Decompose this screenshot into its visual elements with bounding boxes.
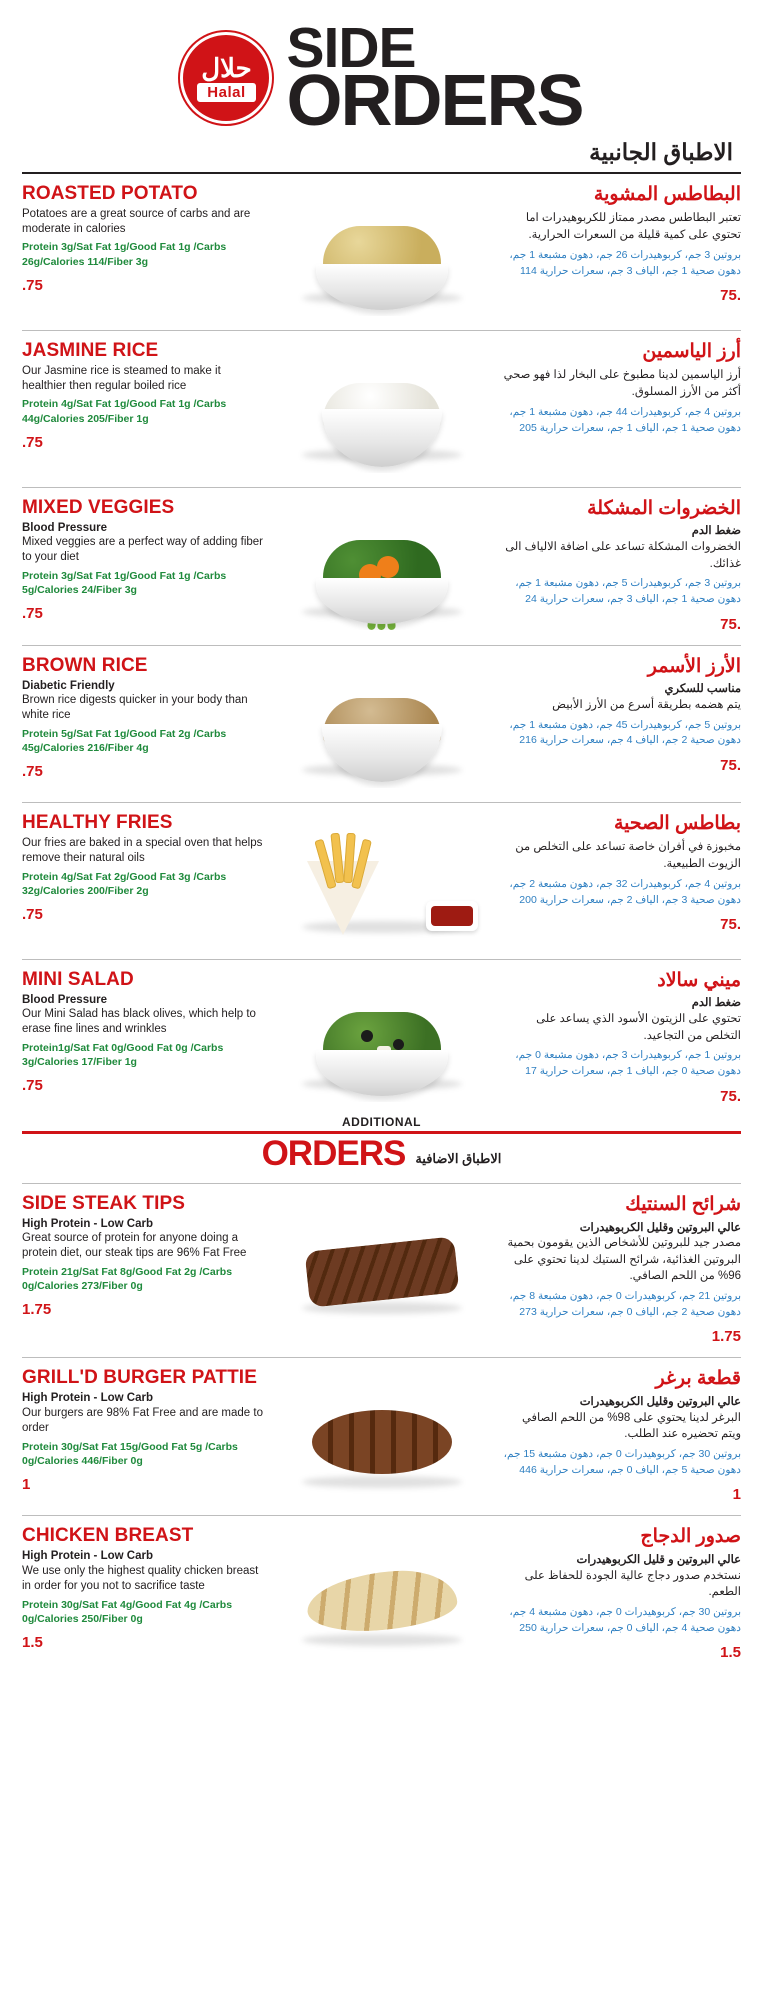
item-tagline-ar: مناسب للسكري bbox=[664, 683, 741, 696]
item-tagline-ar: ضغط الدم bbox=[691, 997, 741, 1010]
item-nutrition-ar: بروتين 4 جم، كربوهيدرات 32 جم، دهون مشبعة 2 جم، دهون صحية 3 جم، الياف 2 جم، سعرات حرارية 200 bbox=[509, 877, 741, 906]
menu-item-healthy-fries bbox=[0, 803, 763, 953]
item-nutrition-ar: بروتين 30 جم، كربوهيدرات 0 جم، دهون مشبعة 4 جم، دهون صحية 4 جم، الياف 0 جم، سعرات حرارية 250 bbox=[509, 1605, 741, 1634]
item-price-en: .75 bbox=[22, 763, 43, 781]
item-nutrition-ar: بروتين 5 جم، كربوهيدرات 45 جم، دهون مشبعة 1 جم، دهون صحية 2 جم، الياف 4 جم، سعرات حرارية 216 bbox=[509, 718, 741, 747]
menu-item-chicken-breast bbox=[0, 1516, 763, 1667]
item-nutrition-ar: بروتين 1 جم، كربوهيدرات 3 جم، دهون مشبعة 0 جم، دهون صحية 0 جم، الياف 1 جم، سعرات حرارية 17 bbox=[515, 1049, 741, 1077]
item-english-column bbox=[22, 970, 269, 1095]
item-tagline-en: Diabetic Friendly bbox=[22, 679, 115, 692]
title-line-2: ORDERS bbox=[286, 61, 583, 142]
item-arabic-column bbox=[494, 1526, 741, 1661]
item-arabic-column bbox=[494, 184, 741, 305]
menu-item-jasmine-rice bbox=[0, 331, 763, 481]
item-arabic-column bbox=[494, 498, 741, 633]
halal-badge-english: Halal bbox=[197, 83, 255, 102]
item-photo-steak-tips bbox=[269, 1194, 494, 1326]
item-nutrition-ar: بروتين 3 جم، كربوهيدرات 26 جم، دهون مشبعة 1 جم، دهون صحية 1 جم، الياف 3 جم، سعرات حرارية 114 bbox=[509, 248, 741, 277]
item-description-en: Mixed veggies are a perfect way of adding fiber to your diet bbox=[22, 535, 263, 563]
black-olive bbox=[361, 1030, 373, 1042]
page-header bbox=[0, 0, 763, 141]
item-name-en: MIXED VEGGIES bbox=[22, 496, 175, 518]
item-nutrition-ar: بروتين 21 جم، كربوهيدرات 0 جم، دهون مشبعة 8 جم، دهون صحية 2 جم، الياف 0 جم، سعرات حرارية 273 bbox=[509, 1289, 741, 1318]
item-description-en: We use only the highest quality chicken breast in order for you not to sacrifice taste bbox=[22, 1564, 259, 1592]
item-price-ar: .75 bbox=[720, 615, 741, 633]
item-nutrition-en: Protein 4g/Sat Fat 2g/Good Fat 3g /Carbs 32g/Calories 200/Fiber 2g bbox=[22, 870, 227, 897]
item-price-en: 1.75 bbox=[22, 1301, 52, 1319]
halal-badge bbox=[180, 32, 272, 124]
item-photo-roasted-potato bbox=[269, 184, 494, 316]
item-name-ar: ميني سالاد bbox=[657, 969, 741, 991]
item-price-ar: 1.75 bbox=[711, 1328, 741, 1346]
item-tagline-en: High Protein - Low Carb bbox=[22, 1217, 153, 1230]
item-nutrition-en: Protein1g/Sat Fat 0g/Good Fat 0g /Carbs 3g/Calories 17/Fiber 1g bbox=[22, 1041, 224, 1069]
bowl bbox=[316, 1050, 448, 1096]
menu-item-roasted-potato bbox=[0, 174, 763, 324]
item-tagline-ar: عالي البروتين وقليل الكربوهيدرات bbox=[579, 1221, 741, 1234]
additional-orders-title: ORDERS bbox=[261, 1133, 406, 1173]
item-description-en: Potatoes are a great source of carbs and are moderate in calories bbox=[22, 207, 251, 235]
item-description-ar: البرغر لدينا يحتوي على 98% من اللحم الصافي ويتم تحضيره عند الطلب. bbox=[521, 1411, 741, 1441]
item-name-ar: بطاطس الصحية bbox=[613, 812, 741, 834]
item-photo-mini-salad bbox=[269, 970, 494, 1102]
item-photo-mixed-veggies bbox=[269, 498, 494, 630]
item-name-en: CHICKEN BREAST bbox=[22, 1525, 194, 1547]
grilled-steak bbox=[304, 1236, 459, 1307]
item-price-ar: .75 bbox=[720, 1087, 741, 1105]
item-description-ar: مصدر جيد للبروتين للأشخاص الذين يقومون بحمية البروتين الغذائية، شرائح الستيك لدينا تحتوي على 96% من اللحم الصافي. bbox=[507, 1236, 741, 1283]
item-description-ar: تحتوي على الزيتون الأسود الذي يساعد على التخلص من التجاعيد. bbox=[536, 1012, 741, 1042]
item-name-en: HEALTHY FRIES bbox=[22, 811, 173, 833]
item-tagline-en: High Protein - Low Carb bbox=[22, 1392, 153, 1405]
item-price-ar: .75 bbox=[720, 287, 741, 305]
halal-badge-arabic: حلال bbox=[201, 52, 252, 83]
additional-label: ADDITIONAL bbox=[342, 1114, 421, 1129]
item-english-column bbox=[22, 184, 269, 294]
menu-item-mixed-veggies bbox=[0, 488, 763, 639]
item-tagline-en: High Protein - Low Carb bbox=[22, 1550, 153, 1563]
item-name-en: ROASTED POTATO bbox=[22, 182, 198, 204]
item-price-en: .75 bbox=[22, 276, 43, 294]
item-photo-jasmine-rice bbox=[269, 341, 494, 473]
item-english-column bbox=[22, 341, 269, 451]
item-price-ar: 1 bbox=[732, 1486, 741, 1504]
additional-title-row bbox=[22, 1134, 741, 1177]
item-english-column bbox=[22, 1526, 269, 1651]
item-description-en: Our burgers are 98% Fat Free and are made to order bbox=[22, 1406, 263, 1434]
title-line-1: SIDE bbox=[286, 16, 416, 80]
item-description-ar: يتم هضمه بطريقة أسرع من الأرز الأبيض bbox=[552, 698, 741, 711]
item-tagline-en: Blood Pressure bbox=[22, 521, 107, 534]
menu-item-grilld-burger-pattie bbox=[0, 1358, 763, 1509]
item-photo-brown-rice bbox=[269, 656, 494, 788]
menu-item-brown-rice bbox=[0, 646, 763, 796]
bowl bbox=[316, 578, 448, 624]
item-english-column bbox=[22, 813, 269, 923]
item-description-en: Brown rice digests quicker in your body than white rice bbox=[22, 694, 248, 721]
item-english-column bbox=[22, 656, 269, 781]
item-name-ar: الأرز الأسمر bbox=[647, 655, 741, 677]
item-english-column bbox=[22, 1368, 269, 1493]
item-nutrition-en: Protein 30g/Sat Fat 4g/Good Fat 4g /Carbs 0g/Calories 250/Fiber 0g bbox=[22, 1598, 233, 1625]
item-nutrition-ar: بروتين 4 جم، كربوهيدرات 44 جم، دهون مشبعة 1 جم، دهون صحية 1 جم، الياف 1 جم، سعرات حرارية 205 bbox=[509, 405, 741, 434]
item-name-en: GRILL'D BURGER PATTIE bbox=[22, 1367, 257, 1389]
item-tagline-ar: ضغط الدم bbox=[691, 525, 741, 538]
item-description-en: Great source of protein for anyone doing a protein diet, our steak tips are 96% Fat Free bbox=[22, 1232, 247, 1259]
item-description-ar: تعتبر البطاطس مصدر ممتاز للكربوهيدرات اما تحتوي على كمية قليلة من السعرات الحرارية. bbox=[525, 212, 741, 242]
item-tagline-en: Blood Pressure bbox=[22, 993, 107, 1006]
item-price-ar: .75 bbox=[720, 916, 741, 934]
item-tagline-ar: عالي البروتين وقليل الكربوهيدرات bbox=[579, 1396, 741, 1409]
item-name-ar: شرائح السنتيك bbox=[625, 1193, 741, 1215]
item-description-ar: أرز الياسمين لدينا مطبوخ على البخار لذا فهو صحي أكثر من الأرز المسلوق. bbox=[503, 369, 741, 399]
item-name-ar: صدور الدجاج bbox=[640, 1526, 741, 1548]
bowl bbox=[316, 264, 448, 310]
item-description-ar: الخضروات المشكلة تساعد على اضافة الالياف الى غذائك. bbox=[505, 540, 741, 570]
photo-shadow bbox=[302, 1476, 462, 1488]
item-nutrition-ar: بروتين 3 جم، كربوهيدرات 5 جم، دهون مشبعة 1 جم، دهون صحية 1 جم، الياف 3 جم، سعرات حرارية 24 bbox=[515, 577, 741, 605]
item-price-en: .75 bbox=[22, 605, 43, 623]
item-nutrition-en: Protein 3g/Sat Fat 1g/Good Fat 1g /Carbs 26g/Calories 114/Fiber 3g bbox=[22, 241, 227, 268]
item-arabic-column bbox=[494, 970, 741, 1105]
item-name-en: SIDE STEAK TIPS bbox=[22, 1192, 186, 1214]
item-nutrition-ar: بروتين 30 جم، كربوهيدرات 0 جم، دهون مشبعة 15 جم، دهون صحية 5 جم، الياف 0 جم، سعرات حرارية 446 bbox=[503, 1447, 741, 1476]
item-price-en: .75 bbox=[22, 905, 43, 923]
black-olive bbox=[393, 1039, 404, 1050]
item-description-en: Our Mini Salad has black olives, which help to erase fine lines and wrinkles bbox=[22, 1008, 256, 1035]
item-arabic-column bbox=[494, 1194, 741, 1346]
photo-shadow bbox=[302, 1634, 462, 1646]
item-price-en: .75 bbox=[22, 1077, 43, 1095]
item-name-ar: أرز الياسمين bbox=[642, 340, 741, 362]
item-description-ar: نستخدم صدور دجاج عالية الجودة للحفاظ على الطعم. bbox=[524, 1569, 741, 1599]
item-name-ar: قطعة برغر bbox=[655, 1368, 741, 1390]
item-description-en: Our Jasmine rice is steamed to make it healthier then regular boiled rice bbox=[22, 364, 221, 392]
item-description-ar: مخبوزة في أفران خاصة تساعد على التخلص من الزيوت الطبيعية. bbox=[515, 841, 741, 871]
item-nutrition-en: Protein 21g/Sat Fat 8g/Good Fat 2g /Carbs 0g/Calories 273/Fiber 0g bbox=[22, 1265, 233, 1293]
item-description-en: Our fries are baked in a special oven that helps remove their natural oils bbox=[22, 836, 263, 864]
item-name-en: BROWN RICE bbox=[22, 654, 148, 676]
item-english-column bbox=[22, 1194, 269, 1319]
item-name-ar: البطاطس المشوية bbox=[593, 183, 741, 205]
grilled-chicken-breast bbox=[305, 1567, 459, 1635]
item-nutrition-en: Protein 30g/Sat Fat 15g/Good Fat 5g /Carbs 0g/Calories 446/Fiber 0g bbox=[22, 1440, 238, 1467]
item-price-en: .75 bbox=[22, 433, 43, 451]
menu-item-side-steak-tips bbox=[0, 1184, 763, 1352]
additional-orders-title-ar: الاطباق الاضافية bbox=[415, 1150, 502, 1166]
item-price-ar: 1.5 bbox=[720, 1644, 741, 1662]
item-arabic-column bbox=[494, 341, 741, 445]
menu-item-mini-salad bbox=[0, 960, 763, 1111]
item-price-en: 1.5 bbox=[22, 1633, 43, 1651]
page-title-arabic: الاطباق الجانبية bbox=[589, 138, 733, 165]
item-nutrition-en: Protein 4g/Sat Fat 1g/Good Fat 1g /Carbs 44g/Calories 205/Fiber 1g bbox=[22, 398, 227, 425]
item-arabic-column bbox=[494, 813, 741, 934]
item-photo-healthy-fries bbox=[269, 813, 494, 945]
dipping-sauce bbox=[426, 901, 478, 931]
item-arabic-column bbox=[494, 1368, 741, 1503]
item-price-en: 1 bbox=[22, 1475, 31, 1493]
item-english-column bbox=[22, 498, 269, 623]
item-photo-burger-pattie bbox=[269, 1368, 494, 1500]
item-nutrition-en: Protein 3g/Sat Fat 1g/Good Fat 1g /Carbs 5g/Calories 24/Fiber 3g bbox=[22, 569, 227, 597]
item-tagline-ar: عالي البروتين و قليل الكربوهيدرات bbox=[576, 1554, 741, 1567]
item-arabic-column bbox=[494, 656, 741, 774]
item-name-en: MINI SALAD bbox=[22, 968, 134, 990]
item-photo-chicken-breast bbox=[269, 1526, 494, 1658]
page-title bbox=[286, 16, 583, 142]
item-name-ar: الخضروات المشكلة bbox=[587, 497, 741, 519]
item-name-en: JASMINE RICE bbox=[22, 339, 159, 361]
additional-orders-section-header bbox=[0, 1111, 763, 1177]
item-price-ar: .75 bbox=[720, 757, 741, 775]
item-nutrition-en: Protein 5g/Sat Fat 1g/Good Fat 2g /Carbs 45g/Calories 216/Fiber 4g bbox=[22, 727, 227, 755]
grilled-burger-pattie bbox=[312, 1410, 452, 1474]
